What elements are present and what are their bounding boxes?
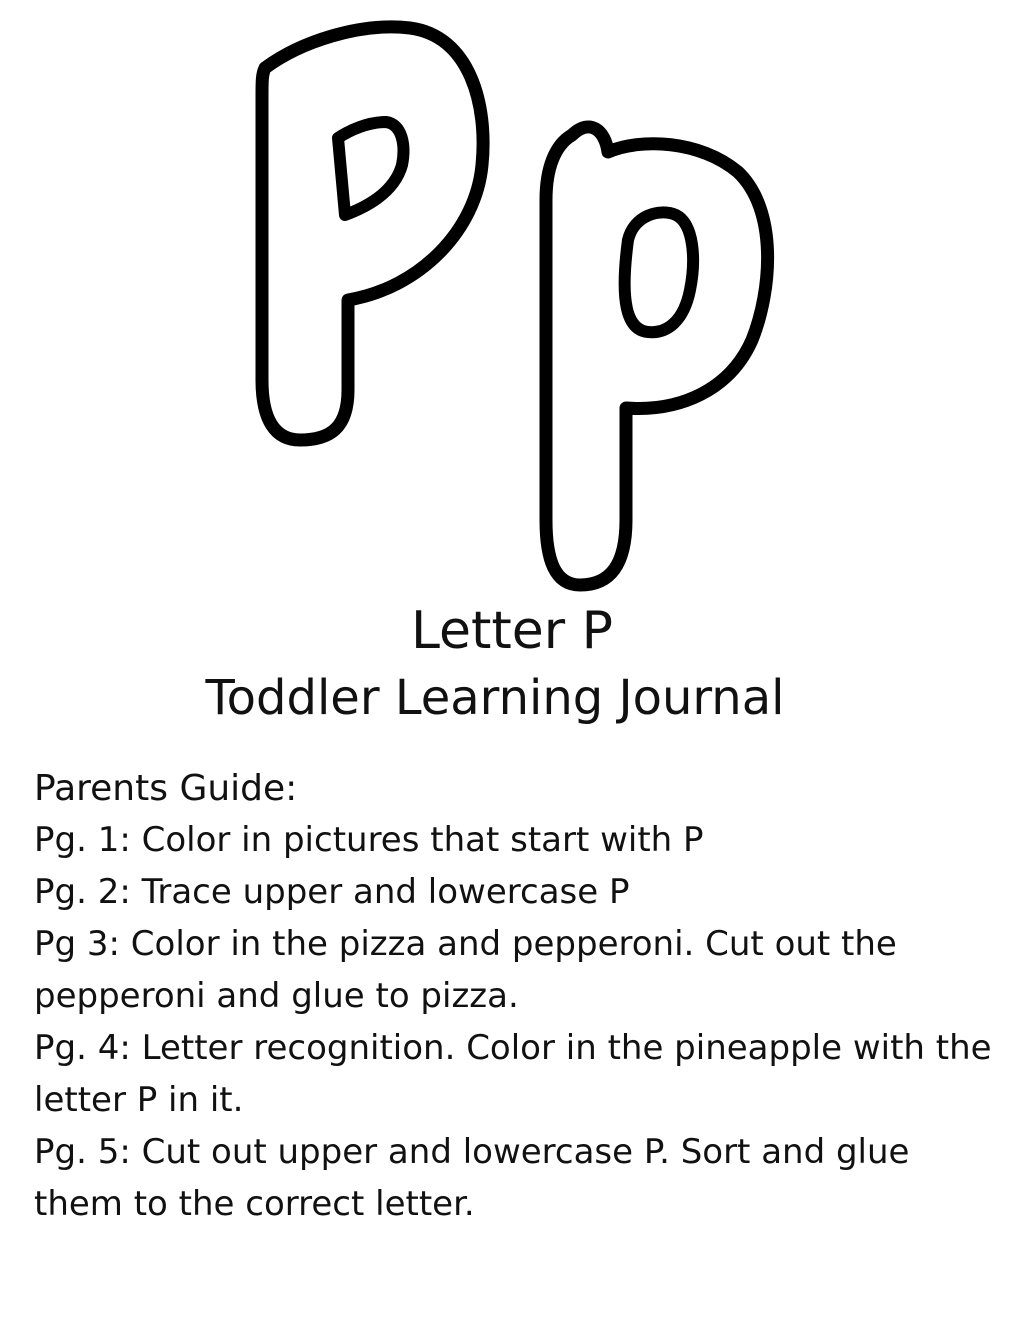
lowercase-p-outline xyxy=(546,127,768,585)
uppercase-p-outline xyxy=(262,27,483,440)
guide-item-page-2: Pg. 2: Trace upper and lowercase P xyxy=(34,872,630,912)
guide-item-page-1: Pg. 1: Color in pictures that start with P xyxy=(34,820,704,860)
guide-item-page-4: Pg. 4: Letter recognition. Color in the pineapple with the letter P in it. xyxy=(34,1028,992,1120)
parents-guide xyxy=(34,764,994,1230)
bubble-letters-graphic xyxy=(0,0,1024,600)
guide-item-page-3: Pg 3: Color in the pizza and pepperoni. Cut out the pepperoni and glue to pizza. xyxy=(34,924,897,1016)
guide-list xyxy=(34,814,994,1230)
title-block xyxy=(0,600,1024,734)
page-subtitle: Toddler Learning Journal xyxy=(205,670,785,726)
page-title: Letter P xyxy=(410,601,614,661)
guide-item-page-5: Pg. 5: Cut out upper and lowercase P. Sort and glue them to the correct letter. xyxy=(34,1132,910,1224)
guide-heading: Parents Guide: xyxy=(34,768,298,809)
